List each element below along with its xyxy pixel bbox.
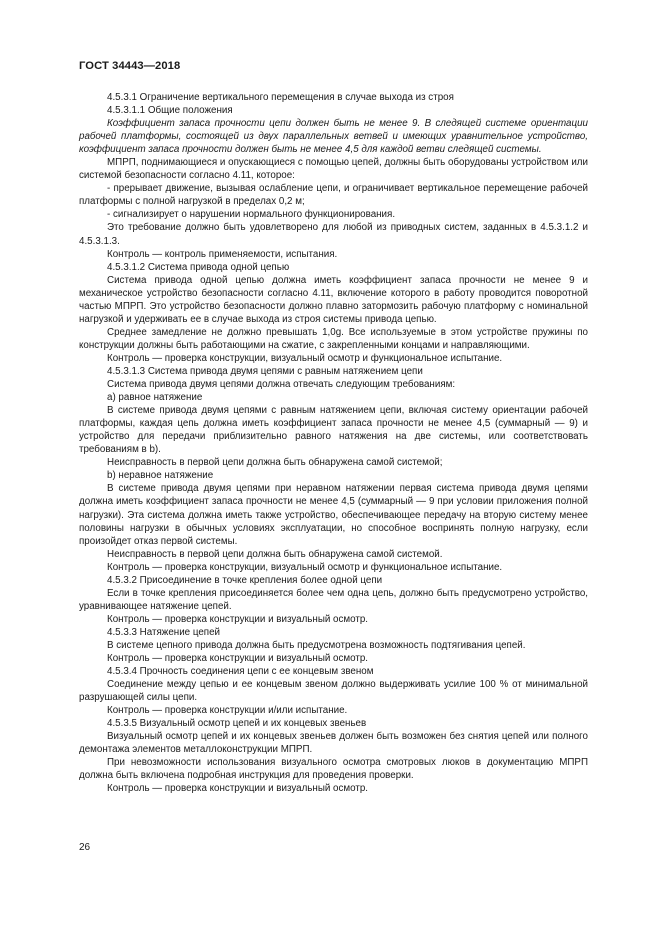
body-paragraph: Неисправность в первой цепи должна быть обнаружена самой системой.: [107, 548, 443, 560]
body-paragraph: Контроль — проверка конструкции и/или испытание.: [107, 705, 348, 717]
body-paragraph: При невозможности использования визуального осмотра смотровых люков в документацию МПРП должна быть включена подробная инструкция для проведения проверки.: [79, 757, 588, 782]
body-paragraph: 4.5.3.4 Прочность соединения цепи с ее концевым звеном: [107, 666, 374, 678]
page-number: 26: [79, 842, 91, 853]
body-paragraph: 4.5.3.3 Натяжение цепей: [107, 626, 221, 638]
body-paragraph: 4.5.3.5 Визуальный осмотр цепей и их концевых звеньев: [107, 718, 367, 730]
body-paragraph: 4.5.3.1.3 Система привода двумя цепями с равным натяжением цепи: [107, 365, 423, 377]
body-paragraph: 4.5.3.2 Присоединение в точке крепления более одной цепи: [107, 574, 383, 586]
body-paragraph: Контроль — проверка конструкции и визуальный осмотр.: [107, 653, 369, 665]
body-paragraph: 4.5.3.1 Ограничение вертикального перемещения в случае выхода из строя: [107, 92, 454, 103]
body-paragraph: Контроль — проверка конструкции и визуальный осмотр.: [107, 783, 369, 795]
body-paragraph: В системе привода двумя цепями с равным натяжением цепи, включая систему ориентации рабочей платформы, каждая цепь должна иметь коэффициент запаса прочности не менее 4,5 (суммарный — 9) и устройство для передачи приблизительно равного натяжения на две системы, или соответствовать требованиям в b).: [79, 405, 588, 456]
body-paragraph: Система привода двумя цепями должна отвечать следующим требованиям:: [107, 379, 456, 391]
body-paragraph: - сигнализирует о нарушении нормального функционирования.: [107, 209, 396, 221]
body-paragraph: Если в точке крепления присоединяется более чем одна цепь, должно быть предусмотрено устройство, уравнивающее натяжение цепей.: [79, 587, 588, 612]
body-paragraph: Неисправность в первой цепи должна быть обнаружена самой системой;: [107, 457, 443, 469]
body-paragraph: Это требование должно быть удовлетворено для любой из приводных систем, заданных в 4.5.3.1.2 и 4.5.3.1.3.: [79, 222, 588, 247]
body-paragraph: Контроль — проверка конструкции, визуальный осмотр и функциональное испытание.: [107, 352, 503, 364]
body-paragraph: Контроль — проверка конструкции, визуальный осмотр и функциональное испытание.: [107, 561, 503, 573]
body-paragraph: Контроль — проверка конструкции и визуальный осмотр.: [107, 613, 369, 625]
document-body: [79, 91, 588, 796]
body-paragraph: Контроль — контроль применяемости, испытания.: [107, 248, 338, 260]
body-paragraph: Визуальный осмотр цепей и их концевых звеньев должен быть возможен без снятия цепей или полного демонтажа элементов металлоконструкции МПРП.: [79, 731, 588, 756]
document-header: ГОСТ 34443—2018: [79, 60, 181, 72]
body-paragraph: Коэффициент запаса прочности цепи должен быть не менее 9. В следящей системе ориентации рабочей платформы, состоящей из двух параллельных ветвей и имеющих уравнительное устройство, коэффициент запаса прочности должен быть не менее 4,5 для каждой ветви следящей системы.: [79, 118, 588, 156]
body-paragraph: b) неравное натяжение: [107, 470, 214, 482]
body-paragraph: Система привода одной цепью должна иметь коэффициент запаса прочности не менее 9 и механическое устройство безопасности согласно 4.11, включение которого в работу проводится поворотной частью МПРП. Это устройство безопасности должно плавно затормозить рабочую платформу с номинальной нагрузкой и удерживать ее в случае выхода из строя системы привода цепью.: [79, 274, 588, 325]
body-paragraph: 4.5.3.1.2 Система привода одной цепью: [107, 261, 290, 273]
body-paragraph: МПРП, поднимающиеся и опускающиеся с помощью цепей, должны быть оборудованы устройством или системой безопасности согласно 4.11, которое:: [79, 157, 588, 182]
body-paragraph: a) равное натяжение: [107, 392, 203, 404]
body-paragraph: Соединение между цепью и ее концевым звеном должно выдерживать усилие 100 % от минимальной разрушающей силы цепи.: [79, 679, 588, 704]
body-paragraph: В системе привода двумя цепями при неравном натяжении первая система привода двумя цепями должна иметь коэффициент запаса прочности не менее 4,5 (суммарный — 9 при условии приложения полной нагрузки). Эта система должна иметь также устройство, обеспечивающее передачу на вторую систему менее половины нагрузки в обычных условиях эксплуатации, но способное воспринять полную нагрузку, если произойдет отказ первой системы.: [79, 483, 588, 547]
body-paragraph: 4.5.3.1.1 Общие положения: [107, 105, 233, 117]
body-paragraph: В системе цепного привода должна быть предусмотрена возможность подтягивания цепей.: [107, 639, 526, 651]
body-paragraph: Среднее замедление не должно превышать 1,0g. Все используемые в этом устройстве пружины по конструкции должны быть работающими на сжатие, с закрепленными концами и направляющими.: [79, 326, 588, 351]
body-paragraph: - прерывает движение, вызывая ослабление цепи, и ограничивает вертикальное перемещение рабочей платформы с полной нагрузкой в пределах 0,2 м;: [79, 183, 588, 208]
